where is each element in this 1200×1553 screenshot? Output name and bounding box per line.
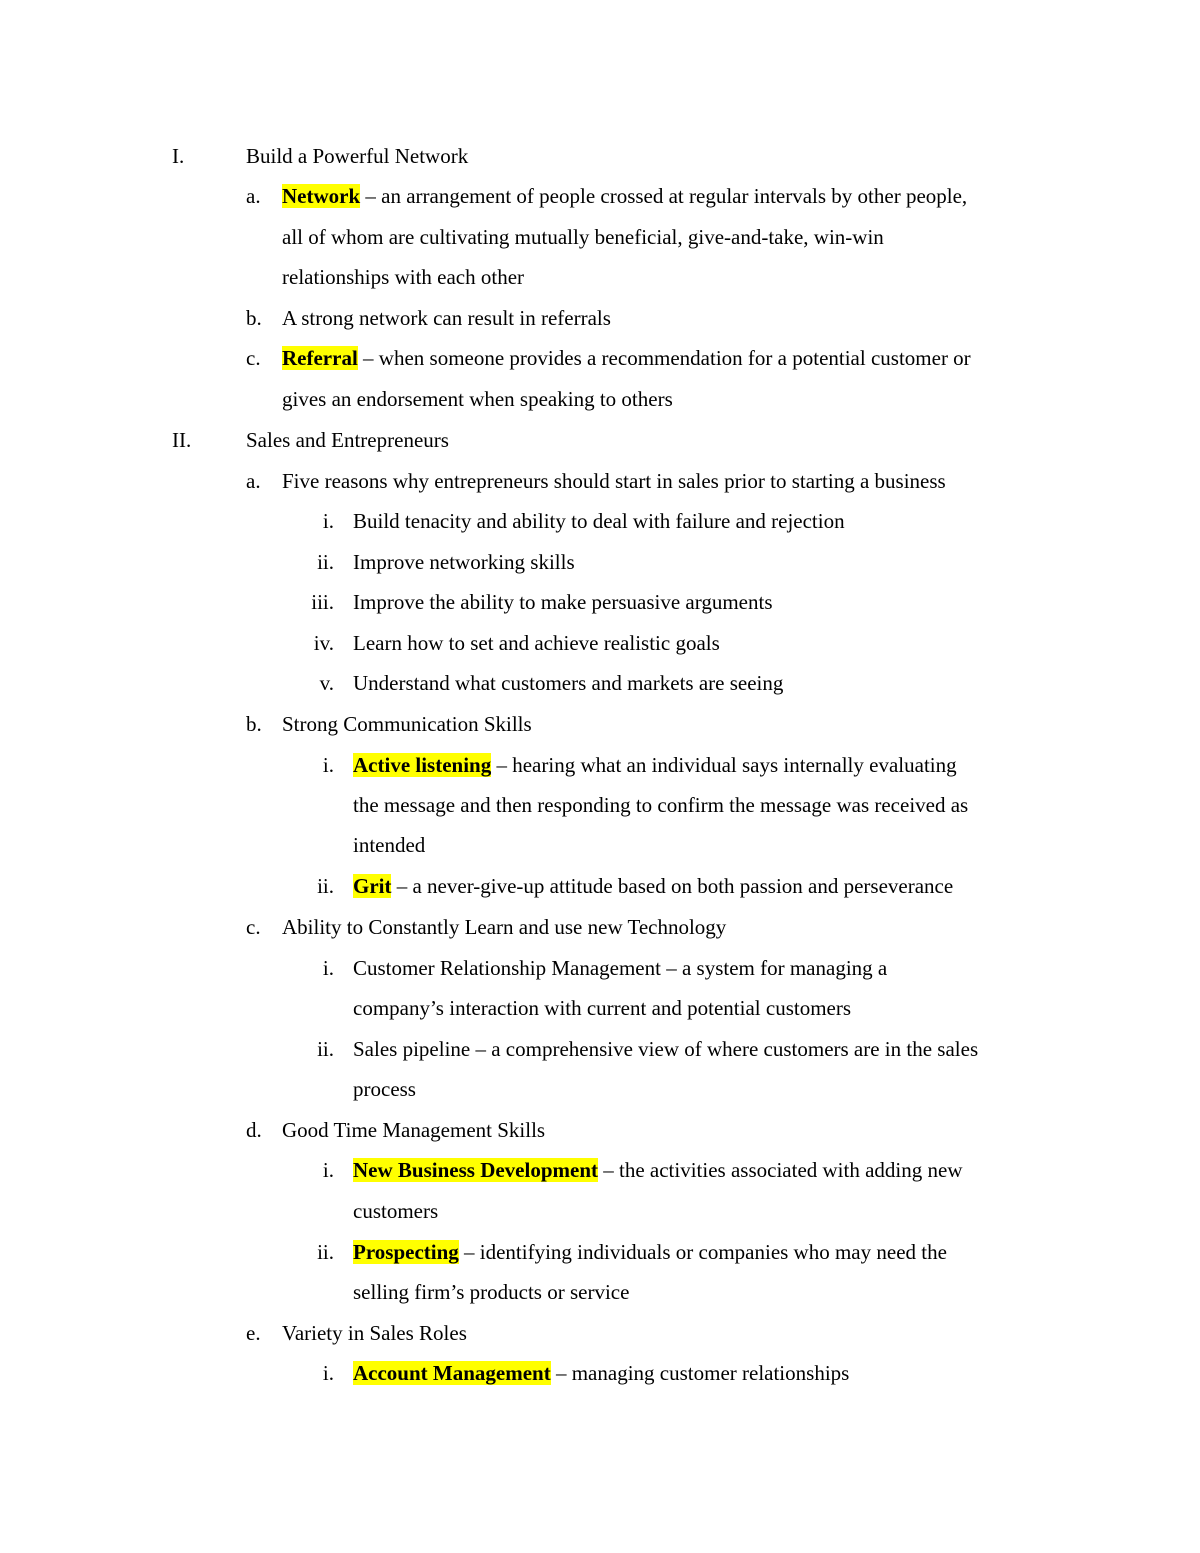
item-marker: a. (246, 469, 261, 493)
definition-line (353, 1156, 963, 1184)
item-marker: b. (246, 712, 262, 736)
subitem-marker: i. (322, 753, 334, 777)
definition-line: the message and then responding to confirm the message was received as (353, 793, 969, 817)
subitem-marker: i. (322, 1361, 334, 1385)
subitem-text: Understand what customers and markets are seeing (353, 671, 784, 695)
definition-line (282, 182, 967, 210)
list-item-text: Ability to Constantly Learn and use new Technology (282, 915, 727, 939)
highlighted-term: Account Management (353, 1361, 551, 1385)
item-marker: e. (246, 1321, 261, 1345)
list-item-text: Good Time Management Skills (282, 1118, 546, 1142)
highlighted-term: Network (282, 184, 361, 208)
definition-text: – managing customer relationships (550, 1361, 850, 1385)
definition-line (353, 1359, 849, 1387)
definition-line: Customer Relationship Management – a system for managing a (353, 956, 888, 980)
definition-text: – a never-give-up attitude based on both passion and perseverance (391, 874, 954, 898)
definition-line: Sales pipeline – a comprehensive view of where customers are in the sales (353, 1037, 979, 1061)
highlighted-term: Grit (353, 874, 392, 898)
list-item-text: Strong Communication Skills (282, 712, 532, 736)
definition-text: – the activities associated with adding new (598, 1158, 963, 1182)
subitem-marker: i. (322, 1158, 334, 1182)
highlighted-term: Active listening (353, 753, 492, 777)
section-heading: Sales and Entrepreneurs (246, 428, 449, 452)
definition-line: relationships with each other (282, 265, 525, 289)
definition-line: selling firm’s products or service (353, 1280, 630, 1304)
section-marker: II. (172, 428, 192, 452)
subitem-marker: ii. (317, 874, 334, 898)
subitem-marker: i. (322, 956, 334, 980)
highlighted-term: Referral (282, 346, 358, 370)
definition-line: process (353, 1077, 416, 1101)
list-item-text: A strong network can result in referrals (282, 306, 611, 330)
subitem-text: Improve networking skills (353, 550, 575, 574)
list-item-text: Variety in Sales Roles (282, 1321, 467, 1345)
definition-line: customers (353, 1199, 439, 1223)
subitem-marker: iii. (311, 590, 334, 614)
subitem-marker: ii. (317, 550, 334, 574)
definition-line (353, 1238, 947, 1266)
definition-line (353, 872, 953, 900)
subitem-marker: v. (319, 671, 334, 695)
item-marker: a. (246, 184, 261, 208)
subitem-text: Build tenacity and ability to deal with failure and rejection (353, 509, 845, 533)
item-marker: b. (246, 306, 262, 330)
item-marker: c. (246, 915, 261, 939)
definition-text: – an arrangement of people crossed at regular intervals by other people, (360, 184, 968, 208)
definition-line (353, 751, 957, 779)
section-heading: Build a Powerful Network (246, 144, 469, 168)
definition-text: – hearing what an individual says internally evaluating (491, 753, 957, 777)
definition-text: – when someone provides a recommendation for a potential customer or (357, 346, 971, 370)
definition-text: – identifying individuals or companies who may need the (458, 1240, 947, 1264)
item-marker: d. (246, 1118, 262, 1142)
subitem-text: Improve the ability to make persuasive arguments (353, 590, 773, 614)
list-item-text: Five reasons why entrepreneurs should start in sales prior to starting a business (282, 469, 946, 493)
subitem-marker: iv. (313, 631, 334, 655)
definition-line: intended (353, 833, 426, 857)
subitem-marker: ii. (317, 1037, 334, 1061)
highlighted-term: Prospecting (353, 1240, 459, 1264)
subitem-marker: i. (322, 509, 334, 533)
definition-line: all of whom are cultivating mutually beneficial, give-and-take, win-win (282, 225, 884, 249)
item-marker: c. (246, 346, 261, 370)
definition-line: gives an endorsement when speaking to others (282, 387, 673, 411)
subitem-marker: ii. (317, 1240, 334, 1264)
section-marker: I. (172, 144, 185, 168)
definition-line (282, 344, 971, 372)
highlighted-term: New Business Development (353, 1158, 598, 1182)
subitem-text: Learn how to set and achieve realistic goals (353, 631, 720, 655)
definition-line: company’s interaction with current and potential customers (353, 996, 852, 1020)
